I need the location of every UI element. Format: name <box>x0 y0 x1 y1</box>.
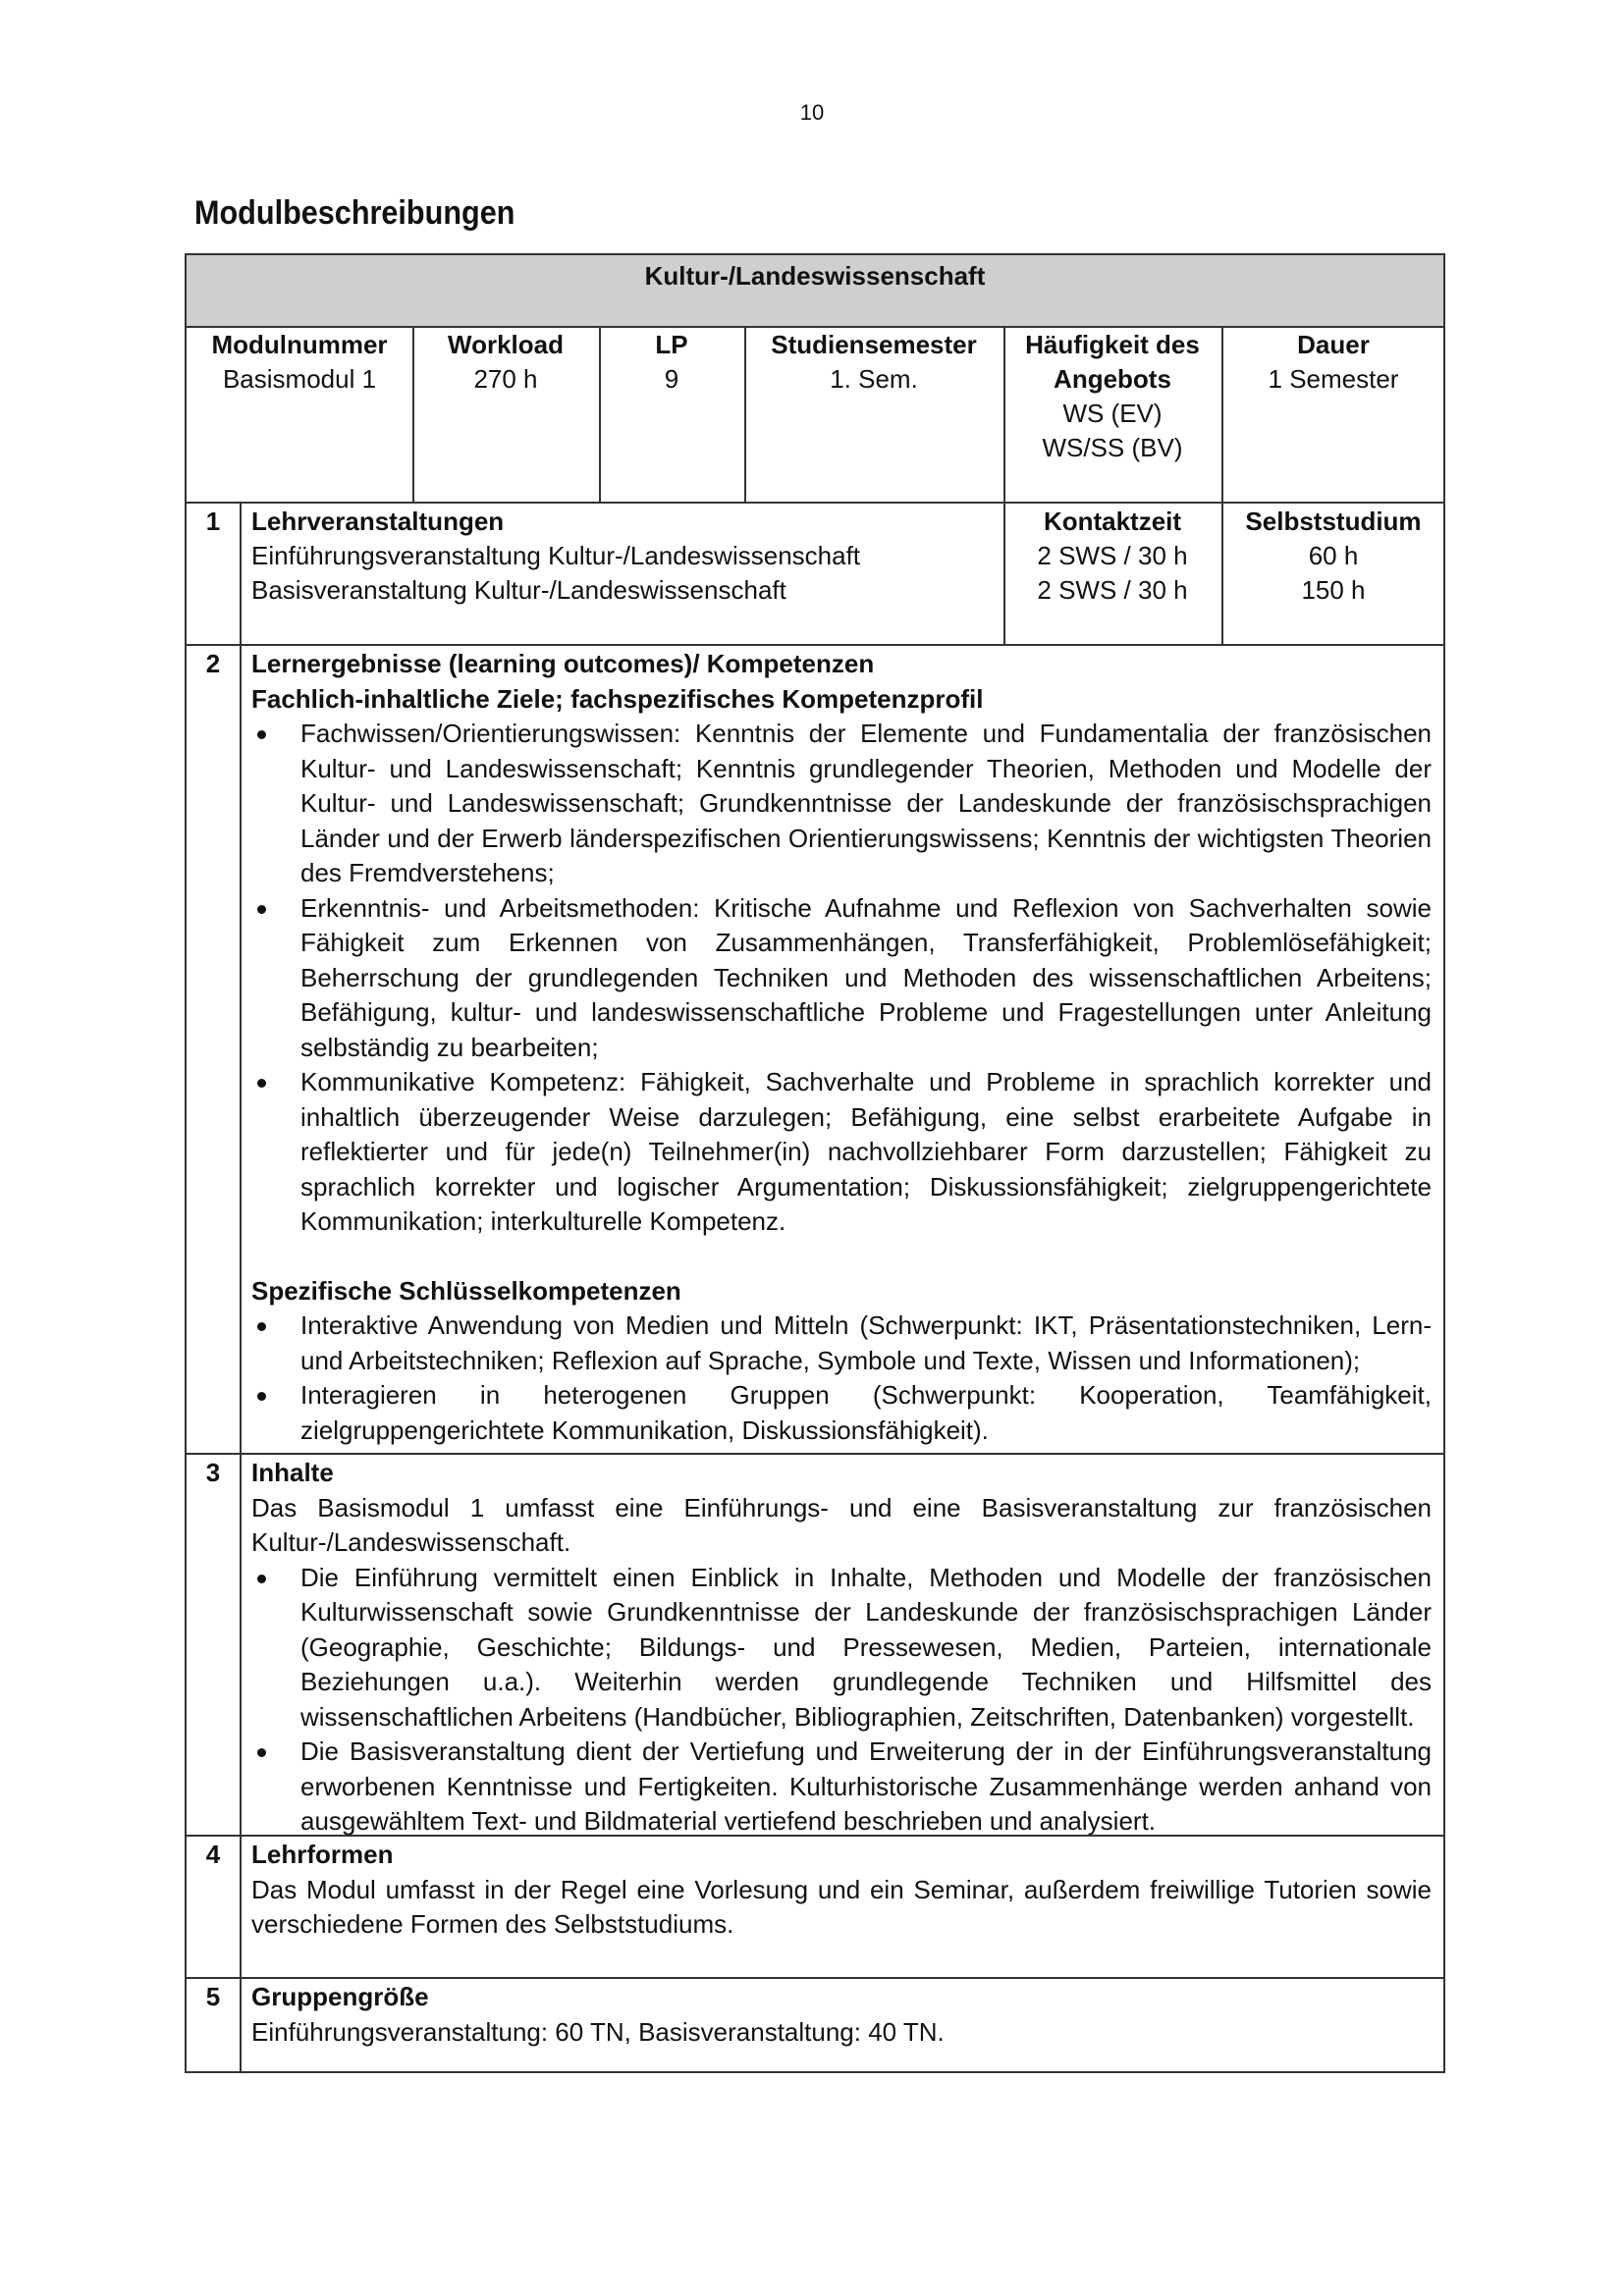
divider <box>240 502 242 2073</box>
list-item: Die Einführung vermittelt einen Einblick in Inhalte, Methoden und Modelle der französischen Kulturwissenschaft sowie Grundkenntnisse der Landeskunde der französischsprachigen Länder (Geographie, Geschichte; Bildungs- und Pressewesen, Medien, Parteien, internationale Beziehungen u.a.). Weiterhin werden grundlegende Techniken und Hilfsmittel des wissenschaftlichen Arbeitens (Handbücher, Bibliographien, Zeitschriften, Datenbanken) vorgestellt. <box>251 1561 1432 1735</box>
divider <box>187 1835 1443 1837</box>
modulnummer-value: Basismodul 1 <box>222 364 377 394</box>
section-content <box>251 1456 1432 1840</box>
semester-label: Studiensemester <box>771 330 977 359</box>
duration-value: 1 Semester <box>1268 364 1399 394</box>
courses-cell <box>251 505 998 608</box>
self-study-value: 150 h <box>1301 575 1366 605</box>
section-subtitle: Fachlich-inhaltliche Ziele; fachspezifisches Kompetenzprofil <box>251 683 984 714</box>
duration-cell <box>1221 328 1445 397</box>
section-text: Das Modul umfasst in der Regel eine Vorlesung und ein Seminar, außerdem freiwillige Tutorien sowie verschiedene Formen des Selbststudiums. <box>251 1874 1432 1939</box>
page-title: Modulbeschreibungen <box>194 194 515 232</box>
section-text: Einführungsveranstaltung: 60 TN, Basisveranstaltung: 40 TN. <box>251 2016 945 2047</box>
divider <box>187 502 1443 504</box>
section-number: 2 <box>205 649 221 678</box>
list-item: Erkenntnis- und Arbeitsmethoden: Kritische Aufnahme und Reflexion von Sachverhalten sowie Fähigkeit zum Erkennen von Zusammenhängen, Transferfähigkeit, Problemlösefähigkeit; Beherrschung der grundlegenden Techniken und Methoden des wissenschaftlichen Arbeitens; Befähigung, kultur- und landeswissenschaftliche Probleme und Fragestellungen unter Anleitung selbständig zu bearbeiten; <box>251 891 1432 1066</box>
frequency-label: Häufigkeit des <box>1025 330 1200 359</box>
section-content <box>251 1838 1432 1943</box>
course-item: Einführungsveranstaltung Kultur-/Landeswissenschaft <box>251 541 861 570</box>
section-intro: Das Basismodul 1 umfasst eine Einführungs- und eine Basisveranstaltung zur französischen Kultur-/Landeswissenschaft. <box>251 1492 1432 1557</box>
frequency-cell <box>1003 328 1221 465</box>
contact-value: 2 SWS / 30 h <box>1037 575 1188 605</box>
page-number: 10 <box>799 100 825 125</box>
list-item: Kommunikative Kompetenz: Fähigkeit, Sachverhalte und Probleme in sprachlich korrekter und inhaltlich überzeugender Weise darzulegen; Befähigung, eine selbst erarbeitete Aufgabe in reflektierter und für jede(n) Teilnehmer(in) nachvollziehbarer Form darzustellen; Fähigkeit zu sprachlich korrekter und logischer Argumentation; Diskussionsfähigkeit; zielgruppengerichtete Kommunikation; interkulturelle Kompetenz. <box>251 1065 1432 1240</box>
modulnummer-label: Modulnummer <box>211 330 388 359</box>
lp-cell <box>599 328 744 397</box>
section-number: 1 <box>205 507 221 536</box>
workload-label: Workload <box>448 330 564 359</box>
section-number: 5 <box>205 1982 221 2011</box>
frequency-value: WS/SS (BV) <box>1042 433 1183 462</box>
workload-value: 270 h <box>473 364 538 394</box>
course-item: Basisveranstaltung Kultur-/Landeswissenschaft <box>251 575 786 605</box>
divider <box>187 1453 1443 1455</box>
section-title: Lernergebnisse (learning outcomes)/ Kompetenzen <box>251 649 875 678</box>
workload-cell <box>412 328 599 397</box>
semester-cell <box>744 328 1003 397</box>
frequency-label: Angebots <box>1054 364 1171 394</box>
module-table <box>185 253 1445 2073</box>
contact-value: 2 SWS / 30 h <box>1037 541 1188 570</box>
lp-value: 9 <box>664 364 679 394</box>
key-competences-title: Spezifische Schlüsselkompetenzen <box>251 1275 681 1306</box>
modulnummer-cell <box>187 328 412 397</box>
section-content <box>251 647 1432 1448</box>
self-study-cell <box>1221 505 1445 608</box>
list-item: Interagieren in heterogenen Gruppen (Schwerpunkt: Kooperation, Teamfähigkeit, zielgruppengerichtete Kommunikation, Diskussionsfähigkeit). <box>251 1378 1432 1448</box>
section-title: Lehrveranstaltungen <box>251 507 505 536</box>
list-item: Fachwissen/Orientierungswissen: Kenntnis der Elemente und Fundamentalia der französischen Kultur- und Landeswissenschaft; Kenntnis grundlegender Theorien, Methoden und Modelle der Kultur- und Landeswissenschaft; Grundkenntnisse der Landeskunde der französischsprachigen Länder und der Erwerb länderspezifischen Orientierungswissens; Kenntnis der wichtigsten Theorien des Fremdverstehens; <box>251 717 1432 891</box>
section-number: 3 <box>205 1458 221 1487</box>
semester-value: 1. Sem. <box>830 364 918 394</box>
divider <box>187 1977 1443 1979</box>
section-title: Gruppengröße <box>251 1982 429 2011</box>
self-study-value: 60 h <box>1308 541 1359 570</box>
self-study-label: Selbststudium <box>1245 507 1422 536</box>
section-title: Inhalte <box>251 1458 334 1487</box>
lp-label: LP <box>655 330 688 359</box>
section-content <box>251 1980 1432 2050</box>
list-item: Interaktive Anwendung von Medien und Mitteln (Schwerpunkt: IKT, Präsentationstechniken, Lern- und Arbeitstechniken; Reflexion auf Sprache, Symbole und Texte, Wissen und Informationen); <box>251 1308 1432 1378</box>
list-item: Die Basisveranstaltung dient der Vertiefung und Erweiterung der in der Einführungsveranstaltung erworbenen Kenntnisse und Fertigkeiten. Kulturhistorische Zusammenhänge werden anhand von ausgewähltem Text- und Bildmaterial vertiefend beschrieben und analysiert. <box>251 1735 1432 1840</box>
module-name: Kultur-/Landeswissenschaft <box>187 255 1443 328</box>
section-number: 4 <box>205 1840 221 1869</box>
duration-label: Dauer <box>1297 330 1370 359</box>
contact-label: Kontaktzeit <box>1043 507 1182 536</box>
section-title: Lehrformen <box>251 1840 394 1869</box>
contact-cell <box>1003 505 1221 608</box>
divider <box>187 644 1443 646</box>
frequency-value: WS (EV) <box>1062 399 1163 428</box>
